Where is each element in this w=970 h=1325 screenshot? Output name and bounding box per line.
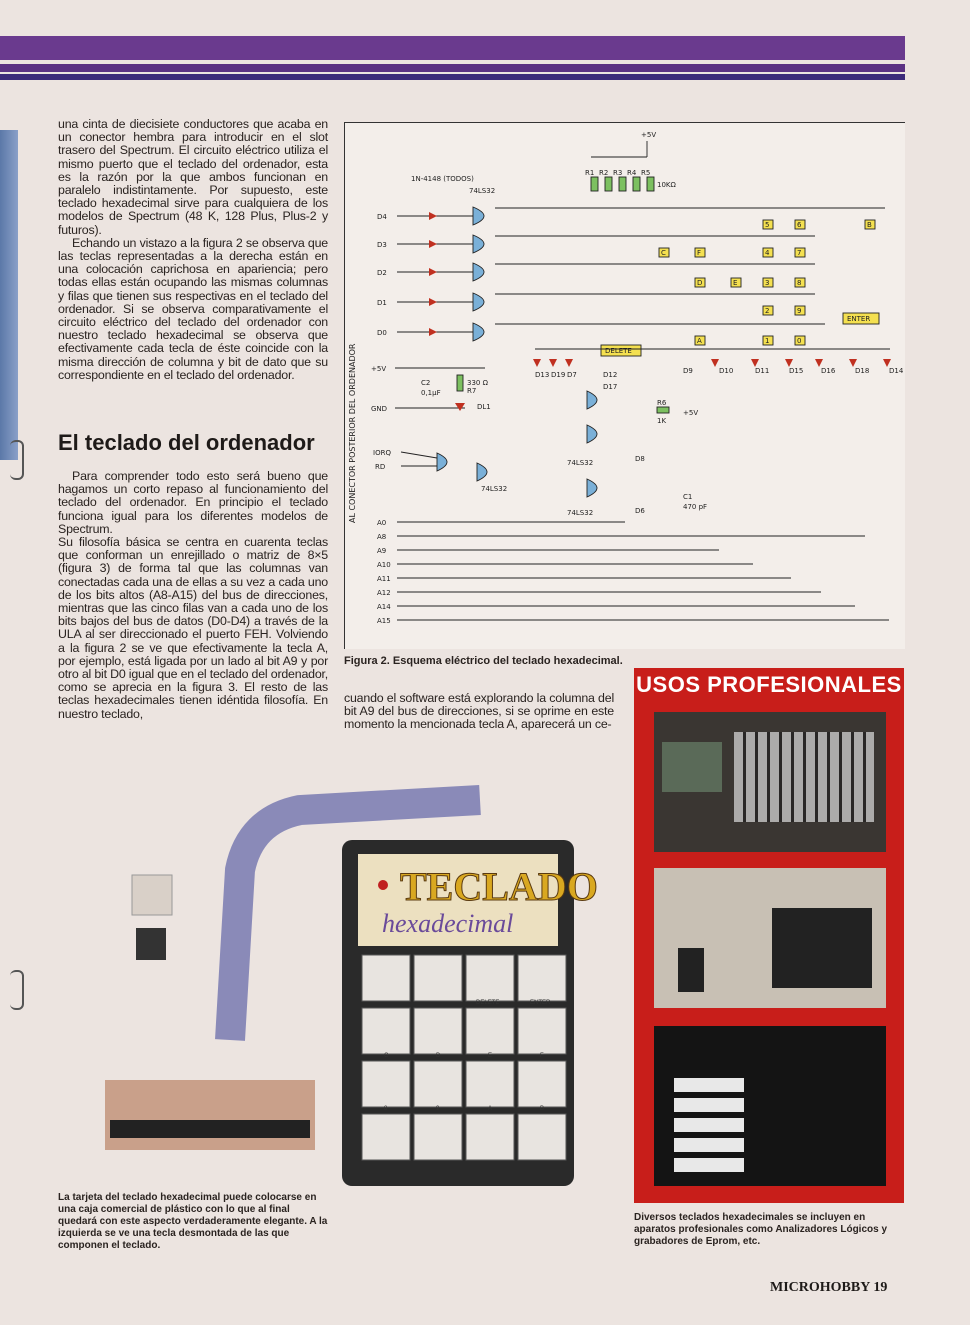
keypad bbox=[772, 908, 872, 988]
header-band-top bbox=[0, 36, 905, 60]
key-legend: A bbox=[488, 1106, 493, 1112]
line-label: A14 bbox=[377, 603, 391, 611]
resistor-value: 10KΩ bbox=[657, 181, 676, 189]
page-edge-decoration bbox=[0, 130, 18, 460]
key-delete: DELETE bbox=[605, 347, 632, 355]
binder-ring bbox=[10, 440, 24, 480]
article-column-right bbox=[344, 692, 614, 732]
key-label: D bbox=[697, 279, 703, 287]
part-label: 0,1µF bbox=[421, 389, 441, 397]
part-label: DL1 bbox=[477, 403, 491, 411]
resistor-icon bbox=[457, 375, 463, 391]
key-legend: 8 bbox=[384, 1106, 388, 1112]
key-label: 7 bbox=[797, 249, 802, 257]
resistor-icon bbox=[657, 407, 669, 413]
line-label: D0 bbox=[377, 329, 387, 337]
key-legend: F bbox=[540, 1053, 544, 1059]
keypad bbox=[674, 1076, 744, 1172]
line-label: A15 bbox=[377, 617, 391, 625]
key-legend: E bbox=[488, 1053, 493, 1059]
page-number: 19 bbox=[873, 1280, 888, 1295]
data-line-group bbox=[377, 207, 885, 341]
photo-caption: La tarjeta del teclado hexadecimal puede colocarse en una caja comercial de plástico con lo que al final quedará con este aspecto verdaderamente elegante. A la izquierda se ve una tecla desmontada de las que componen el teclado. bbox=[58, 1192, 328, 1251]
paragraph: Su filosofía básica se centra en cuarenta teclas que conforman un enrejillado o matriz de 8×5 (figura 3) de forma tal que las columnas van conectadas cada una de ellas a su vez a cada uno de los bits altos (A8-A15) del bus de direcciones, mientras que las cinco filas van a cada uno de los bits bajos del bus de datos (D0-D4) a través de la ULA al ser direccionado el puerto FEH. Volviendo a la figura 2 se ve que efectivamente la tecla A, por ejemplo, está ligada por un lado al bit A9 y por otro al bit D0 igual que en el teclado del ordenador, como se aprecia en la figura 3. El resto de las teclas hexadecimales tienen idéntida filosofía. En nuestro teclado, bbox=[58, 535, 328, 721]
diode-label: D19 bbox=[551, 371, 566, 379]
or-gate-icon bbox=[473, 323, 484, 341]
key-label: B bbox=[867, 221, 872, 229]
diode-label: D14 bbox=[889, 367, 904, 375]
line-label: +5V bbox=[683, 409, 699, 417]
photo-logic-analyzer bbox=[654, 712, 886, 852]
key-label: E bbox=[733, 279, 738, 287]
or-gate-icon bbox=[437, 453, 447, 471]
vertical-label: AL CONECTOR POSTERIOR DEL ORDENADOR bbox=[348, 343, 357, 523]
figure-caption: Figura 2. Esquema eléctrico del teclado hexadecimal. bbox=[344, 655, 623, 667]
diode-icon bbox=[533, 359, 541, 367]
diode-icon bbox=[429, 268, 437, 276]
part-label: 470 pF bbox=[683, 503, 708, 511]
address-lines bbox=[377, 519, 889, 625]
line-label: GND bbox=[371, 405, 388, 413]
resistor-icon bbox=[605, 177, 612, 191]
key-label: C bbox=[661, 249, 666, 257]
or-gate-icon bbox=[587, 425, 597, 443]
diode-icon bbox=[429, 328, 437, 336]
loose-key bbox=[132, 875, 172, 915]
key-label: F bbox=[697, 249, 702, 257]
sidebar-box bbox=[634, 668, 904, 1203]
resistor-icon bbox=[647, 177, 654, 191]
line-label: D3 bbox=[377, 241, 387, 249]
photo-eprom-writer bbox=[654, 1026, 886, 1186]
diode-icon bbox=[565, 359, 573, 367]
diode-label: D11 bbox=[755, 367, 770, 375]
key-legend: D bbox=[436, 1053, 441, 1059]
diode-label: D12 bbox=[603, 371, 618, 379]
diode-label: D8 bbox=[635, 455, 645, 463]
resistor-icon bbox=[591, 177, 598, 191]
part-label: R7 bbox=[467, 387, 477, 395]
diode-label: D15 bbox=[789, 367, 804, 375]
key-legend: DELETE bbox=[476, 1000, 500, 1006]
resistor-icon bbox=[633, 177, 640, 191]
sidebar-title: USOS PROFESIONALES bbox=[636, 672, 902, 697]
diode-icon bbox=[785, 359, 793, 367]
line-label: RD bbox=[375, 463, 386, 471]
header-band-mid bbox=[0, 64, 905, 72]
binder-ring bbox=[10, 970, 24, 1010]
key-legend: 9 bbox=[436, 1106, 440, 1112]
or-gate-icon bbox=[473, 207, 484, 225]
chip-label: 74LS32 bbox=[469, 187, 496, 195]
header-band-bottom bbox=[0, 74, 905, 80]
resistor-label: R4 bbox=[627, 169, 637, 177]
supply-label: +5V bbox=[641, 131, 657, 139]
or-gate-icon bbox=[587, 479, 597, 497]
diode-label: D9 bbox=[683, 367, 693, 375]
chip-label: 74LS32 bbox=[567, 509, 594, 517]
led-icon bbox=[378, 880, 388, 890]
part-label: R6 bbox=[657, 399, 667, 407]
diode-note: 1N-4148 (TODOS) bbox=[411, 175, 474, 183]
circuit-schematic bbox=[344, 122, 905, 649]
chip-label: 74LS32 bbox=[567, 459, 594, 467]
paragraph: Echando un vistazo a la figura 2 se observa que las teclas representadas a la derecha están en una colocación caprichosa en apariencia; pero todas ellas están ocupando las mismas columnas y filas que tienen sus respectivas en el teclado del ordenador. Si se observa comparativamente el circuito eléctrico del teclado del ordenador con nuestro teclado hexadecimal se observa que efectivamente cada tecla de éste coincide con la misma dirección de columna y bit de dato que su correspondiente en el teclado del ordenador. bbox=[58, 235, 328, 382]
line-label: D4 bbox=[377, 213, 387, 221]
keypad bbox=[734, 732, 874, 822]
section-heading: El teclado del ordenador bbox=[58, 430, 315, 455]
key-switch bbox=[136, 928, 166, 960]
key-label: 0 bbox=[797, 337, 802, 345]
or-gate-icon bbox=[473, 293, 484, 311]
diode-label: D7 bbox=[567, 371, 577, 379]
screen bbox=[662, 742, 722, 792]
resistor-bank bbox=[585, 141, 676, 191]
diode-label: D6 bbox=[635, 507, 645, 515]
key-label: 2 bbox=[765, 307, 770, 315]
article-column-top bbox=[58, 118, 328, 382]
part-label: C2 bbox=[421, 379, 431, 387]
control-section bbox=[371, 365, 707, 517]
or-gate-icon bbox=[477, 463, 487, 481]
resistor-label: R2 bbox=[599, 169, 609, 177]
key-label: 3 bbox=[765, 279, 770, 287]
part-label: 330 Ω bbox=[467, 379, 488, 387]
line-label: D2 bbox=[377, 269, 387, 277]
paragraph: cuando el software está explorando la columna del bit A9 del bus de direcciones, si se oprime en este momento la mencionada tecla A, aparecerá un ce- bbox=[344, 691, 614, 732]
magazine-name: MICROHOBBY bbox=[770, 1280, 870, 1295]
sidebar-caption: Diversos teclados hexadecimales se incluyen en aparatos profesionales como Analizadores Lógicos y grabadores de Eprom, etc. bbox=[634, 1212, 888, 1247]
diode-icon bbox=[883, 359, 891, 367]
key-label: 8 bbox=[797, 279, 802, 287]
diode-icon bbox=[429, 240, 437, 248]
diode-label: D16 bbox=[821, 367, 836, 375]
or-gate-icon bbox=[587, 391, 597, 409]
diode-icon bbox=[429, 298, 437, 306]
or-gate-icon bbox=[473, 263, 484, 281]
resistor-label: R3 bbox=[613, 169, 623, 177]
line-label: A10 bbox=[377, 561, 391, 569]
diode-label: D18 bbox=[855, 367, 870, 375]
key-label: 6 bbox=[797, 221, 802, 229]
diode-icon bbox=[711, 359, 719, 367]
line-label: IORQ bbox=[373, 449, 391, 457]
diode-icon bbox=[429, 212, 437, 220]
label-title: TECLADO bbox=[400, 864, 598, 909]
line-label: A8 bbox=[377, 533, 387, 541]
key-label: A bbox=[697, 337, 702, 345]
line-label: A0 bbox=[377, 519, 387, 527]
schematic-drawing bbox=[345, 123, 905, 649]
diode-label: D10 bbox=[719, 367, 734, 375]
resistor-label: R5 bbox=[641, 169, 651, 177]
line-label: A12 bbox=[377, 589, 391, 597]
key-legend: C bbox=[384, 1053, 389, 1059]
page-footer bbox=[770, 1280, 887, 1296]
line-label: A9 bbox=[377, 547, 387, 555]
led-icon bbox=[455, 403, 465, 411]
part-label: C1 bbox=[683, 493, 693, 501]
label-subtitle: hexadecimal bbox=[382, 909, 514, 938]
key-label: 4 bbox=[765, 249, 770, 257]
diode-label: D17 bbox=[603, 383, 618, 391]
edge-connector bbox=[110, 1120, 310, 1138]
article-column-bottom bbox=[58, 470, 328, 721]
paragraph: una cinta de diecisiete conductores que acaba en un conector hembra para introducir en el slot trasero del Spectrum. El circuito eléctrico utiliza el mismo puerto que el teclado del ordenador, esta es la razón por la que ambos funcionan en paralelo indistintamente. Por supuesto, este teclado hexadecimal sirve para cualquiera de los modelos de Spectrum (48 K, 128 Plus, Plus-2 y futuros). bbox=[58, 117, 328, 237]
line-label: +5V bbox=[371, 365, 387, 373]
diode-icon bbox=[849, 359, 857, 367]
resistor-icon bbox=[619, 177, 626, 191]
part-label: 1K bbox=[657, 417, 667, 425]
key-label: 9 bbox=[797, 307, 802, 315]
key-enter: ENTER bbox=[847, 315, 871, 323]
line-label: A11 bbox=[377, 575, 391, 583]
keyboard-photo bbox=[100, 780, 630, 1190]
chip-label: 74LS32 bbox=[481, 485, 508, 493]
keyboard-illustration bbox=[100, 780, 630, 1190]
key-legend: B bbox=[540, 1106, 545, 1112]
line-label: D1 bbox=[377, 299, 387, 307]
connector-board bbox=[105, 1080, 315, 1150]
key-legend: ENTER bbox=[530, 1000, 551, 1006]
or-gate-icon bbox=[473, 235, 484, 253]
key-label: 5 bbox=[765, 221, 770, 229]
resistor-label: R1 bbox=[585, 169, 595, 177]
photo-eprom-programmer bbox=[654, 868, 886, 1008]
key-label: 1 bbox=[765, 337, 770, 345]
diode-icon bbox=[751, 359, 759, 367]
key-symbols bbox=[601, 220, 879, 356]
paragraph: Para comprender todo esto será bueno que hagamos un corto repaso al funcionamiento del teclado del ordenador. En principio el teclado funciona igual para los diferentes modelos de Spectrum. bbox=[58, 469, 328, 536]
socket bbox=[678, 948, 704, 992]
diode-icon bbox=[815, 359, 823, 367]
diode-icon bbox=[549, 359, 557, 367]
diode-label: D13 bbox=[535, 371, 550, 379]
